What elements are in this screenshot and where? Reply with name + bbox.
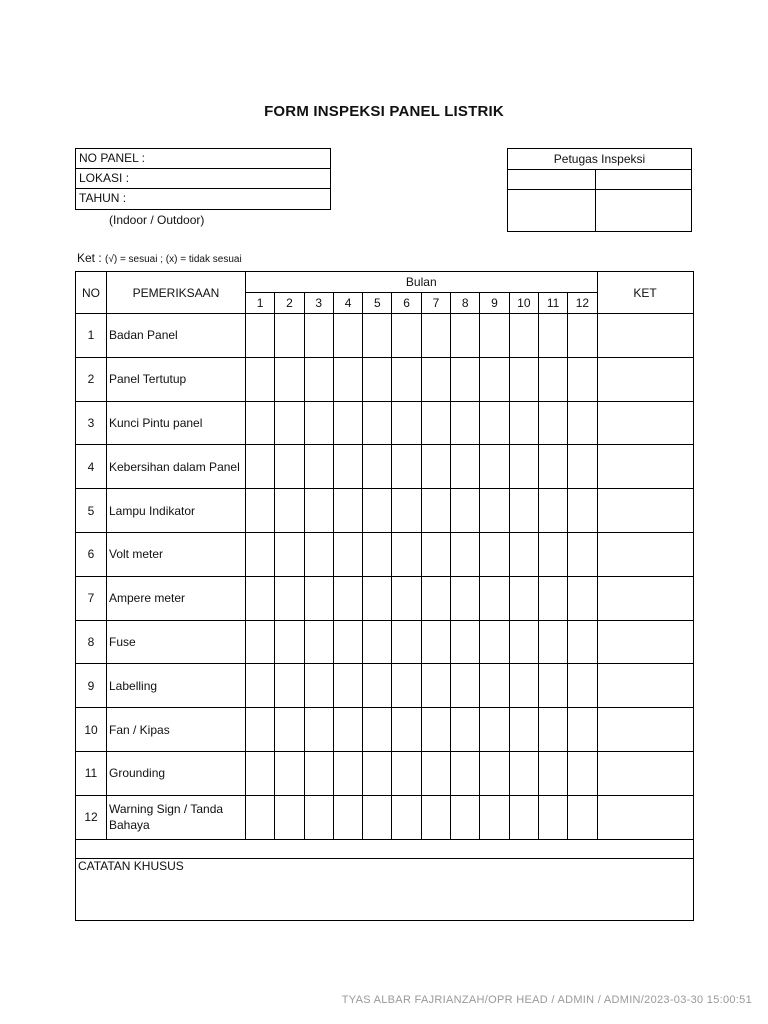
check-cell-month-6[interactable] [392, 751, 421, 795]
row-item-cell [107, 708, 246, 752]
ket-cell[interactable] [597, 357, 693, 401]
check-cell-month-2[interactable] [275, 314, 304, 358]
indoor-outdoor-label: (Indoor / Outdoor) [109, 213, 205, 227]
check-cell-month-6[interactable] [392, 795, 421, 839]
table-row [76, 576, 694, 620]
petugas-row [508, 170, 691, 190]
month-header-2: 2 [275, 293, 304, 314]
footer-watermark: TYAS ALBAR FAJRIANZAH/OPR HEAD / ADMIN / ADMIN/2023-03-30 15:00:51 [341, 994, 752, 1006]
check-cell-month-5[interactable] [363, 357, 392, 401]
check-cell-month-11[interactable] [538, 708, 567, 752]
check-cell-month-12[interactable] [568, 664, 597, 708]
check-cell-month-9[interactable] [480, 795, 509, 839]
check-cell-month-2[interactable] [275, 664, 304, 708]
check-cell-month-3[interactable] [304, 751, 333, 795]
check-cell-month-7[interactable] [421, 708, 450, 752]
check-cell-month-9[interactable] [480, 357, 509, 401]
petugas-inspeksi-header: Petugas Inspeksi [508, 149, 691, 170]
petugas-inspeksi-box [507, 148, 692, 232]
panel-info-box [75, 148, 331, 210]
check-cell-month-9[interactable] [480, 401, 509, 445]
check-cell-month-4[interactable] [333, 532, 362, 576]
table-row [76, 357, 694, 401]
check-cell-month-6[interactable] [392, 708, 421, 752]
lokasi-field[interactable]: LOKASI : [76, 169, 330, 189]
check-cell-month-7[interactable] [421, 664, 450, 708]
check-cell-month-2[interactable] [275, 532, 304, 576]
check-cell-month-5[interactable] [363, 751, 392, 795]
check-cell-month-8[interactable] [451, 445, 480, 489]
check-cell-month-1[interactable] [246, 532, 275, 576]
check-cell-month-7[interactable] [421, 489, 450, 533]
check-cell-month-5[interactable] [363, 314, 392, 358]
check-cell-month-7[interactable] [421, 751, 450, 795]
check-cell-month-12[interactable] [568, 708, 597, 752]
bulan-group-header: Bulan [246, 272, 598, 293]
check-cell-month-12[interactable] [568, 445, 597, 489]
check-cell-month-9[interactable] [480, 576, 509, 620]
row-number: 5 [76, 489, 107, 533]
check-cell-month-2[interactable] [275, 445, 304, 489]
check-cell-month-1[interactable] [246, 708, 275, 752]
check-cell-month-2[interactable] [275, 401, 304, 445]
check-cell-month-10[interactable] [509, 708, 538, 752]
check-cell-month-8[interactable] [451, 576, 480, 620]
table-row [76, 664, 694, 708]
ket-cell[interactable] [597, 489, 693, 533]
check-cell-month-11[interactable] [538, 532, 567, 576]
check-cell-month-2[interactable] [275, 708, 304, 752]
check-cell-month-12[interactable] [568, 532, 597, 576]
check-cell-month-10[interactable] [509, 751, 538, 795]
row-number: 3 [76, 401, 107, 445]
petugas-signature-cell[interactable] [508, 190, 596, 231]
row-number: 12 [76, 795, 107, 839]
check-cell-month-10[interactable] [509, 489, 538, 533]
check-cell-month-11[interactable] [538, 795, 567, 839]
row-item-label: Labelling [109, 678, 158, 693]
catatan-khusus-field[interactable] [76, 858, 694, 920]
catatan-khusus-label: CATATAN KHUSUS [78, 858, 184, 873]
check-cell-month-8[interactable] [451, 708, 480, 752]
ket-cell[interactable] [597, 445, 693, 489]
ket-cell[interactable] [597, 532, 693, 576]
check-cell-month-3[interactable] [304, 620, 333, 664]
check-cell-month-4[interactable] [333, 795, 362, 839]
row-item-cell [107, 532, 246, 576]
check-cell-month-6[interactable] [392, 576, 421, 620]
check-cell-month-12[interactable] [568, 576, 597, 620]
check-cell-month-4[interactable] [333, 445, 362, 489]
month-header-11: 11 [538, 293, 567, 314]
check-cell-month-4[interactable] [333, 664, 362, 708]
row-item-cell [107, 576, 246, 620]
check-cell-month-1[interactable] [246, 751, 275, 795]
check-cell-month-3[interactable] [304, 532, 333, 576]
spacer-row [76, 839, 694, 858]
table-row [76, 620, 694, 664]
spacer-cell [76, 839, 694, 858]
check-cell-month-8[interactable] [451, 314, 480, 358]
row-item-label: Lampu Indikator [109, 503, 196, 518]
row-number: 1 [76, 314, 107, 358]
check-cell-month-12[interactable] [568, 401, 597, 445]
month-header-7: 7 [421, 293, 450, 314]
month-header-6: 6 [392, 293, 421, 314]
row-item-cell [107, 664, 246, 708]
check-cell-month-7[interactable] [421, 445, 450, 489]
ket-cell[interactable] [597, 401, 693, 445]
check-cell-month-6[interactable] [392, 620, 421, 664]
check-cell-month-7[interactable] [421, 576, 450, 620]
ket-cell[interactable] [597, 620, 693, 664]
check-cell-month-1[interactable] [246, 620, 275, 664]
petugas-signature-row [508, 190, 691, 231]
row-number: 11 [76, 751, 107, 795]
check-cell-month-8[interactable] [451, 795, 480, 839]
pemeriksaan-column-header: PEMERIKSAAN [107, 272, 246, 314]
check-cell-month-11[interactable] [538, 445, 567, 489]
inspection-table [75, 271, 694, 921]
check-cell-month-11[interactable] [538, 751, 567, 795]
check-cell-month-7[interactable] [421, 401, 450, 445]
row-item-cell [107, 401, 246, 445]
check-cell-month-4[interactable] [333, 314, 362, 358]
row-item-label: Fan / Kipas [109, 722, 170, 737]
month-header-12: 12 [568, 293, 597, 314]
check-cell-month-7[interactable] [421, 795, 450, 839]
check-cell-month-3[interactable] [304, 576, 333, 620]
check-cell-month-3[interactable] [304, 401, 333, 445]
table-row [76, 708, 694, 752]
check-cell-month-12[interactable] [568, 357, 597, 401]
check-cell-month-5[interactable] [363, 708, 392, 752]
table-row [76, 445, 694, 489]
check-cell-month-6[interactable] [392, 357, 421, 401]
ket-cell[interactable] [597, 751, 693, 795]
check-cell-month-3[interactable] [304, 357, 333, 401]
table-row [76, 795, 694, 839]
check-cell-month-11[interactable] [538, 357, 567, 401]
row-item-label: Kunci Pintu panel [109, 415, 203, 430]
check-cell-month-7[interactable] [421, 620, 450, 664]
check-cell-month-2[interactable] [275, 751, 304, 795]
row-item-label: Kebersihan dalam Panel [109, 459, 240, 474]
ket-cell[interactable] [597, 576, 693, 620]
month-header-4: 4 [333, 293, 362, 314]
catatan-row [76, 858, 694, 920]
check-cell-month-5[interactable] [363, 795, 392, 839]
check-cell-month-9[interactable] [480, 664, 509, 708]
inspection-rows [76, 314, 694, 840]
check-cell-month-8[interactable] [451, 664, 480, 708]
check-cell-month-3[interactable] [304, 795, 333, 839]
check-cell-month-10[interactable] [509, 795, 538, 839]
check-cell-month-8[interactable] [451, 532, 480, 576]
check-cell-month-10[interactable] [509, 620, 538, 664]
check-cell-month-11[interactable] [538, 489, 567, 533]
check-cell-month-10[interactable] [509, 401, 538, 445]
check-cell-month-8[interactable] [451, 357, 480, 401]
check-cell-month-10[interactable] [509, 576, 538, 620]
row-item-label: Volt meter [109, 547, 164, 562]
check-cell-month-6[interactable] [392, 532, 421, 576]
row-item-cell [107, 357, 246, 401]
row-item-cell [107, 445, 246, 489]
check-cell-month-1[interactable] [246, 445, 275, 489]
check-cell-month-3[interactable] [304, 489, 333, 533]
check-cell-month-6[interactable] [392, 489, 421, 533]
row-number: 6 [76, 532, 107, 576]
petugas-cell[interactable] [596, 170, 691, 189]
check-cell-month-9[interactable] [480, 708, 509, 752]
check-cell-month-3[interactable] [304, 664, 333, 708]
row-number: 10 [76, 708, 107, 752]
check-cell-month-5[interactable] [363, 532, 392, 576]
check-cell-month-4[interactable] [333, 489, 362, 533]
row-number: 8 [76, 620, 107, 664]
row-item-label: Panel Tertutup [109, 372, 187, 387]
check-cell-month-2[interactable] [275, 620, 304, 664]
petugas-cell[interactable] [508, 170, 596, 189]
check-cell-month-2[interactable] [275, 795, 304, 839]
row-item-cell [107, 314, 246, 358]
check-cell-month-10[interactable] [509, 314, 538, 358]
month-header-1: 1 [246, 293, 275, 314]
check-cell-month-12[interactable] [568, 751, 597, 795]
check-cell-month-2[interactable] [275, 357, 304, 401]
check-cell-month-1[interactable] [246, 314, 275, 358]
month-header-10: 10 [509, 293, 538, 314]
check-cell-month-1[interactable] [246, 795, 275, 839]
check-cell-month-11[interactable] [538, 664, 567, 708]
check-cell-month-8[interactable] [451, 620, 480, 664]
check-cell-month-6[interactable] [392, 314, 421, 358]
table-row [76, 401, 694, 445]
check-cell-month-4[interactable] [333, 357, 362, 401]
row-item-cell [107, 751, 246, 795]
row-number: 4 [76, 445, 107, 489]
check-cell-month-10[interactable] [509, 445, 538, 489]
check-cell-month-10[interactable] [509, 532, 538, 576]
row-number: 7 [76, 576, 107, 620]
ket-cell[interactable] [597, 795, 693, 839]
check-cell-month-5[interactable] [363, 489, 392, 533]
row-item-label: Warning Sign / Tanda Bahaya [109, 802, 224, 833]
check-cell-month-6[interactable] [392, 445, 421, 489]
check-cell-month-9[interactable] [480, 620, 509, 664]
ket-column-header: KET [597, 272, 693, 314]
no-panel-field[interactable]: NO PANEL : [76, 149, 330, 169]
check-cell-month-4[interactable] [333, 620, 362, 664]
check-cell-month-12[interactable] [568, 314, 597, 358]
check-cell-month-9[interactable] [480, 532, 509, 576]
row-number: 9 [76, 664, 107, 708]
ket-cell[interactable] [597, 664, 693, 708]
check-cell-month-3[interactable] [304, 708, 333, 752]
ket-legend [77, 251, 242, 265]
check-cell-month-7[interactable] [421, 532, 450, 576]
row-item-label: Ampere meter [109, 591, 186, 606]
row-item-label: Badan Panel [109, 328, 178, 343]
check-cell-month-1[interactable] [246, 576, 275, 620]
check-cell-month-5[interactable] [363, 664, 392, 708]
row-item-cell [107, 795, 246, 839]
check-cell-month-1[interactable] [246, 357, 275, 401]
month-header-5: 5 [363, 293, 392, 314]
check-cell-month-11[interactable] [538, 401, 567, 445]
check-cell-month-10[interactable] [509, 664, 538, 708]
check-cell-month-9[interactable] [480, 445, 509, 489]
check-cell-month-8[interactable] [451, 401, 480, 445]
check-cell-month-3[interactable] [304, 445, 333, 489]
check-cell-month-9[interactable] [480, 314, 509, 358]
row-item-cell [107, 620, 246, 664]
check-cell-month-7[interactable] [421, 357, 450, 401]
row-item-cell [107, 489, 246, 533]
form-title: FORM INSPEKSI PANEL LISTRIK [264, 103, 504, 120]
table-row [76, 532, 694, 576]
check-cell-month-2[interactable] [275, 576, 304, 620]
check-cell-month-11[interactable] [538, 314, 567, 358]
row-item-label: Grounding [109, 766, 166, 781]
check-cell-month-2[interactable] [275, 489, 304, 533]
check-cell-month-1[interactable] [246, 401, 275, 445]
check-cell-month-6[interactable] [392, 401, 421, 445]
check-cell-month-10[interactable] [509, 357, 538, 401]
check-cell-month-1[interactable] [246, 489, 275, 533]
ket-prefix: Ket : [77, 251, 106, 265]
check-cell-month-1[interactable] [246, 664, 275, 708]
tahun-field[interactable]: TAHUN : [79, 191, 127, 205]
check-cell-month-9[interactable] [480, 751, 509, 795]
check-cell-month-5[interactable] [363, 401, 392, 445]
check-cell-month-4[interactable] [333, 401, 362, 445]
month-header-3: 3 [304, 293, 333, 314]
month-header-9: 9 [480, 293, 509, 314]
check-cell-month-6[interactable] [392, 664, 421, 708]
month-header-8: 8 [451, 293, 480, 314]
check-cell-month-3[interactable] [304, 314, 333, 358]
table-row [76, 314, 694, 358]
ket-cell[interactable] [597, 708, 693, 752]
row-number: 2 [76, 357, 107, 401]
row-item-label: Fuse [109, 634, 136, 649]
check-cell-month-9[interactable] [480, 489, 509, 533]
check-cell-month-8[interactable] [451, 489, 480, 533]
check-cell-month-4[interactable] [333, 576, 362, 620]
check-cell-month-8[interactable] [451, 751, 480, 795]
table-row [76, 489, 694, 533]
check-cell-month-11[interactable] [538, 576, 567, 620]
check-cell-month-7[interactable] [421, 314, 450, 358]
check-cell-month-12[interactable] [568, 489, 597, 533]
petugas-signature-cell[interactable] [596, 190, 691, 231]
check-cell-month-12[interactable] [568, 620, 597, 664]
check-cell-month-5[interactable] [363, 576, 392, 620]
check-cell-month-11[interactable] [538, 620, 567, 664]
table-row [76, 751, 694, 795]
ket-cell[interactable] [597, 314, 693, 358]
check-cell-month-4[interactable] [333, 708, 362, 752]
check-cell-month-12[interactable] [568, 795, 597, 839]
check-cell-month-5[interactable] [363, 445, 392, 489]
no-column-header: NO [76, 272, 107, 314]
ket-legend-text: (√) = sesuai ; (x) = tidak sesuai [105, 254, 242, 265]
check-cell-month-4[interactable] [333, 751, 362, 795]
check-cell-month-5[interactable] [363, 620, 392, 664]
